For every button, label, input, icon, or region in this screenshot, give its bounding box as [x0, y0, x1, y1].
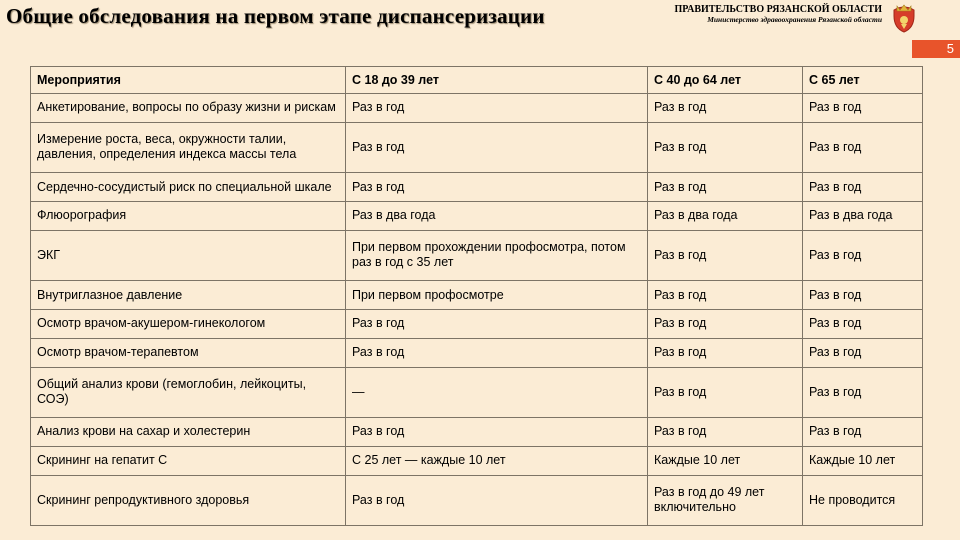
table-row	[31, 475, 923, 525]
table-cell: ЭКГ	[31, 230, 346, 280]
coat-of-arms-icon	[888, 2, 920, 34]
table-cell: Раз в год	[346, 417, 648, 446]
page-title: Общие обследования на первом этапе диспансеризации	[6, 4, 545, 28]
table-row	[31, 446, 923, 475]
table-cell: Скрининг репродуктивного здоровья	[31, 475, 346, 525]
screening-table-container	[30, 66, 922, 526]
table-cell: —	[346, 367, 648, 417]
table-cell: Раз в год	[346, 338, 648, 367]
table-cell: Раз в год	[648, 417, 803, 446]
table-row	[31, 281, 923, 310]
table-cell: Раз в год	[803, 173, 923, 202]
org-subtitle: Министерство здравоохранения Рязанской области	[707, 15, 882, 24]
table-cell: Флюорография	[31, 201, 346, 230]
table-cell: Раз в год	[803, 338, 923, 367]
table-cell: Раз в год	[648, 122, 803, 172]
table-cell: Осмотр врачом-терапевтом	[31, 338, 346, 367]
table-cell: Каждые 10 лет	[648, 446, 803, 475]
table-cell: Раз в год	[346, 309, 648, 338]
table-cell: Раз в год	[648, 94, 803, 123]
table-header-row	[31, 67, 923, 94]
table-cell: Раз в год	[648, 230, 803, 280]
table-cell: Раз в год	[346, 173, 648, 202]
table-row	[31, 173, 923, 202]
table-cell: Раз в год	[803, 309, 923, 338]
table-cell: Раз в год	[803, 281, 923, 310]
table-cell: Раз в год	[346, 475, 648, 525]
table-cell: Раз в год	[648, 367, 803, 417]
table-cell: Раз в год	[648, 281, 803, 310]
table-cell: Раз в год	[648, 173, 803, 202]
table-cell: Раз в год	[346, 94, 648, 123]
table-cell: Анализ крови на сахар и холестерин	[31, 417, 346, 446]
table-row	[31, 417, 923, 446]
table-cell: С 25 лет — каждые 10 лет	[346, 446, 648, 475]
org-header	[674, 4, 882, 25]
table-row	[31, 309, 923, 338]
column-header: С 40 до 64 лет	[648, 67, 803, 94]
table-row	[31, 122, 923, 172]
table-row	[31, 230, 923, 280]
table-cell: Каждые 10 лет	[803, 446, 923, 475]
table-row	[31, 94, 923, 123]
table-cell: Раз в два года	[648, 201, 803, 230]
column-header: С 65 лет	[803, 67, 923, 94]
table-cell: Общий анализ крови (гемоглобин, лейкоциты, СОЭ)	[31, 367, 346, 417]
table-cell: Раз в год	[803, 367, 923, 417]
table-cell: Раз в год	[803, 94, 923, 123]
table-cell: Измерение роста, веса, окружности талии, давления, определения индекса массы тела	[31, 122, 346, 172]
table-row	[31, 201, 923, 230]
table-cell: Раз в год до 49 лет включительно	[648, 475, 803, 525]
org-name: ПРАВИТЕЛЬСТВО РЯЗАНСКОЙ ОБЛАСТИ	[674, 4, 882, 15]
table-cell: Раз в год	[346, 122, 648, 172]
table-row	[31, 338, 923, 367]
table-cell: Раз в два года	[346, 201, 648, 230]
table-cell: Раз в год	[803, 122, 923, 172]
table-cell: При первом прохождении профосмотра, потом раз в год с 35 лет	[346, 230, 648, 280]
table-cell: Осмотр врачом-акушером-гинекологом	[31, 309, 346, 338]
table-cell: Не проводится	[803, 475, 923, 525]
table-cell: Раз в год	[648, 309, 803, 338]
table-row	[31, 367, 923, 417]
column-header: С 18 до 39 лет	[346, 67, 648, 94]
table-cell: Сердечно-сосудистый риск по специальной шкале	[31, 173, 346, 202]
table-cell: Раз в год	[803, 417, 923, 446]
table-cell: Внутриглазное давление	[31, 281, 346, 310]
table-cell: При первом профосмотре	[346, 281, 648, 310]
column-header: Мероприятия	[31, 67, 346, 94]
screening-table	[30, 66, 923, 526]
table-cell: Анкетирование, вопросы по образу жизни и рискам	[31, 94, 346, 123]
table-cell: Раз в год	[803, 230, 923, 280]
table-cell: Раз в два года	[803, 201, 923, 230]
table-cell: Раз в год	[648, 338, 803, 367]
table-cell: Скрининг на гепатит С	[31, 446, 346, 475]
page-number: 5	[912, 40, 960, 58]
